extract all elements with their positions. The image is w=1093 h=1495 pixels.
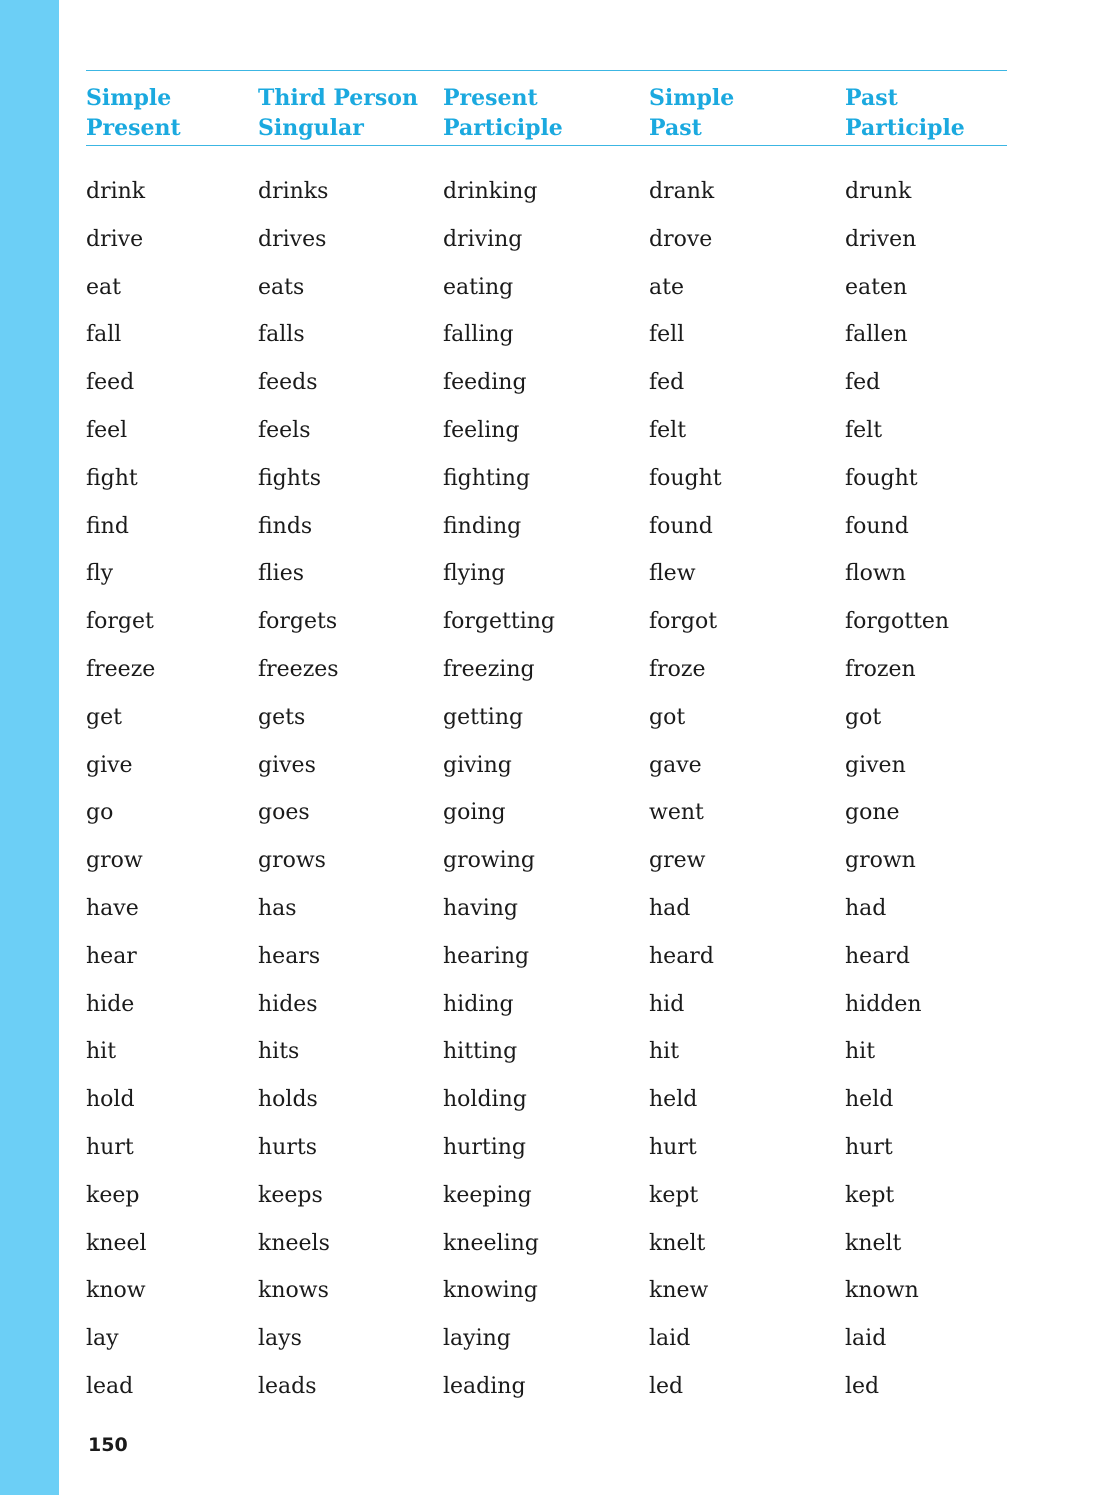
cell-third-person: leads [258,1373,317,1399]
cell-simple-present: hurt [86,1134,134,1160]
cell-simple-present: find [86,513,129,539]
cell-third-person: drinks [258,179,329,204]
cell-present-participle: giving [443,752,512,778]
cell-simple-past: got [649,704,686,730]
table-row [86,1323,1007,1371]
cell-simple-past: grew [649,848,706,874]
cell-present-participle: driving [443,226,523,252]
header-line: Present [86,115,181,141]
table-row [86,415,1007,463]
cell-past-participle: gone [845,800,900,826]
cell-simple-present: know [86,1278,146,1304]
cell-simple-present: forget [86,609,154,635]
cell-simple-past: flew [649,561,696,587]
cell-simple-past: hit [649,1039,680,1065]
cell-third-person: keeps [258,1182,323,1208]
cell-present-participle: growing [443,848,535,874]
cell-past-participle: fallen [845,322,908,348]
cell-third-person: finds [258,513,313,539]
cell-simple-present: have [86,895,139,921]
cell-simple-past: felt [649,417,687,443]
cell-third-person: gives [258,752,316,778]
side-color-bar [0,0,59,1495]
cell-present-participle: leading [443,1373,526,1399]
cell-simple-present: go [86,800,114,826]
table-row [86,606,1007,654]
cell-third-person: flies [258,561,305,587]
cell-third-person: forgets [258,609,338,635]
cell-present-participle: going [443,800,506,826]
cell-simple-present: lay [86,1326,119,1352]
cell-simple-present: fly [86,561,114,587]
header-line: Past [649,115,702,141]
cell-simple-past: drank [649,179,715,204]
cell-third-person: drives [258,226,327,252]
header-simple-present [86,83,181,143]
cell-simple-past: fed [649,370,685,396]
cell-third-person: hits [258,1039,300,1065]
cell-present-participle: falling [443,322,514,348]
cell-simple-present: lead [86,1373,134,1399]
table-row [86,319,1007,367]
cell-past-participle: frozen [845,656,916,682]
cell-third-person: hurts [258,1134,317,1160]
cell-third-person: holds [258,1087,318,1113]
cell-third-person: kneels [258,1230,330,1256]
cell-past-participle: led [845,1373,880,1399]
cell-simple-past: fell [649,322,685,348]
cell-past-participle: found [845,513,909,539]
cell-past-participle: heard [845,943,910,969]
cell-past-participle: held [845,1087,894,1113]
cell-past-participle: known [845,1278,919,1304]
cell-third-person: feeds [258,370,318,396]
cell-past-participle: hidden [845,991,922,1017]
table-row [86,1036,1007,1084]
cell-simple-past: went [649,800,704,826]
cell-simple-past: heard [649,943,714,969]
cell-simple-past: fought [649,465,722,491]
table-row [86,750,1007,798]
cell-third-person: fights [258,465,322,491]
cell-simple-present: fall [86,322,122,348]
cell-simple-past: forgot [649,609,718,635]
cell-present-participle: flying [443,561,506,587]
table-row [86,1084,1007,1132]
cell-simple-present: fight [86,465,138,491]
cell-past-participle: got [845,704,882,730]
table-row [86,511,1007,559]
table-row [86,797,1007,845]
header-line: Past [845,85,898,111]
cell-third-person: falls [258,322,305,348]
cell-simple-present: hold [86,1087,135,1113]
cell-present-participle: hitting [443,1039,518,1065]
cell-present-participle: getting [443,704,524,730]
cell-simple-past: found [649,513,713,539]
cell-simple-present: freeze [86,656,156,682]
cell-third-person: has [258,895,297,921]
cell-past-participle: grown [845,848,916,874]
cell-simple-present: hit [86,1039,117,1065]
cell-past-participle: laid [845,1326,887,1352]
cell-present-participle: freezing [443,656,535,682]
table-row [86,176,1007,224]
cell-present-participle: finding [443,513,522,539]
page-number: 150 [88,1434,128,1456]
cell-third-person: eats [258,274,305,300]
cell-past-participle: knelt [845,1230,902,1256]
cell-past-participle: given [845,752,906,778]
table-row [86,989,1007,1037]
table-row [86,941,1007,989]
header-line: Simple [86,85,172,111]
cell-third-person: grows [258,848,326,874]
header-line: Participle [443,115,563,141]
cell-present-participle: hurting [443,1134,526,1160]
cell-present-participle: forgetting [443,609,555,635]
table-row [86,1275,1007,1323]
cell-simple-present: keep [86,1182,140,1208]
header-line: Singular [258,115,364,141]
table-row [86,1228,1007,1276]
cell-present-participle: laying [443,1326,511,1352]
cell-past-participle: had [845,895,887,921]
table-row [86,1180,1007,1228]
table-row [86,654,1007,702]
table-row [86,845,1007,893]
cell-past-participle: fed [845,370,881,396]
cell-present-participle: kneeling [443,1230,539,1256]
cell-simple-present: hide [86,991,135,1017]
cell-past-participle: felt [845,417,883,443]
cell-simple-past: hid [649,991,685,1017]
cell-simple-present: eat [86,274,121,300]
header-line: Present [443,85,538,111]
table-row [86,893,1007,941]
cell-third-person: hides [258,991,318,1017]
cell-third-person: gets [258,704,306,730]
cell-simple-present: grow [86,848,143,874]
cell-simple-past: drove [649,226,713,252]
cell-past-participle: forgotten [845,609,950,635]
header-line: Participle [845,115,965,141]
cell-simple-past: hurt [649,1134,697,1160]
cell-past-participle: hurt [845,1134,893,1160]
verb-table [86,70,1007,1419]
cell-past-participle: flown [845,561,906,587]
table-row [86,1371,1007,1419]
cell-simple-past: kept [649,1182,699,1208]
table-header-rule [86,145,1007,146]
cell-simple-present: get [86,704,122,730]
cell-third-person: lays [258,1326,302,1352]
table-row [86,702,1007,750]
cell-present-participle: feeling [443,417,520,443]
cell-present-participle: hiding [443,991,514,1017]
cell-third-person: goes [258,800,310,826]
cell-present-participle: keeping [443,1182,532,1208]
cell-simple-past: held [649,1087,698,1113]
table-row [86,367,1007,415]
cell-simple-past: froze [649,656,706,682]
table-row [86,558,1007,606]
header-third-person-singular [258,83,418,143]
cell-present-participle: eating [443,274,514,300]
cell-simple-present: feed [86,370,135,396]
header-simple-past [649,83,734,143]
header-line: Third Person [258,85,418,111]
cell-third-person: knows [258,1278,329,1304]
cell-present-participle: knowing [443,1278,538,1304]
cell-past-participle: hit [845,1039,876,1065]
cell-simple-past: gave [649,752,702,778]
cell-simple-present: hear [86,943,137,969]
cell-present-participle: fighting [443,465,531,491]
cell-simple-present: feel [86,417,128,443]
cell-past-participle: fought [845,465,918,491]
cell-present-participle: hearing [443,943,530,969]
cell-simple-past: led [649,1373,684,1399]
cell-simple-present: give [86,752,133,778]
cell-simple-present: kneel [86,1230,147,1256]
cell-past-participle: eaten [845,274,908,300]
cell-simple-past: knelt [649,1230,706,1256]
cell-present-participle: having [443,895,519,921]
table-row [86,463,1007,511]
table-body [86,176,1007,1419]
cell-simple-past: knew [649,1278,709,1304]
cell-simple-past: laid [649,1326,691,1352]
table-row [86,1132,1007,1180]
cell-simple-present: drive [86,226,144,252]
cell-simple-present: drink [86,179,146,204]
header-present-participle [443,83,563,143]
cell-simple-past: ate [649,274,684,300]
cell-third-person: feels [258,417,311,443]
cell-present-participle: feeding [443,370,527,396]
cell-past-participle: drunk [845,179,912,204]
cell-present-participle: drinking [443,179,538,204]
cell-third-person: hears [258,943,321,969]
header-past-participle [845,83,965,143]
cell-past-participle: driven [845,226,917,252]
table-row [86,224,1007,272]
cell-present-participle: holding [443,1087,527,1113]
cell-past-participle: kept [845,1182,895,1208]
header-line: Simple [649,85,735,111]
table-header-row [86,71,1007,145]
cell-third-person: freezes [258,656,339,682]
cell-simple-past: had [649,895,691,921]
table-row [86,272,1007,320]
